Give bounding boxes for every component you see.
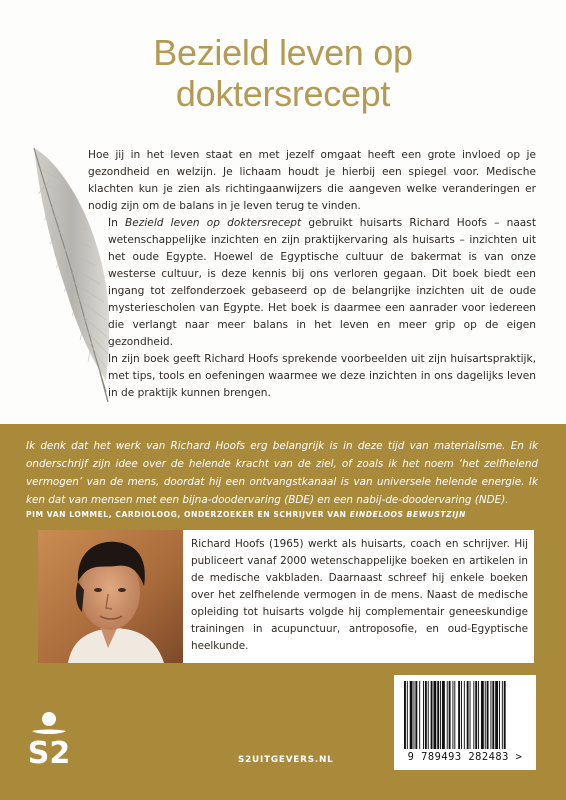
barcode-bar <box>440 681 441 749</box>
barcode-bar <box>425 681 427 749</box>
barcode-bar <box>487 681 489 749</box>
barcode-bar <box>431 681 433 749</box>
barcode-bar <box>499 681 500 749</box>
barcode-bar <box>502 681 503 749</box>
quote-attribution <box>26 510 538 519</box>
author-photo <box>38 530 183 663</box>
author-bio-box <box>38 530 534 663</box>
barcode-bar <box>433 681 436 749</box>
author-bio: Richard Hoofs (1965) werkt als huisarts, coach en schrijver. Hij publiceert vanaf 2000 wetenschappelijke boeken en artikelen in de medische vakbladen. Daarnaast schreef hij enkele boeken over het zelfhelende vermogen in de mens. Naast de medische opleiding tot huisarts volgde hij complementair geneeskundige trainingen in acupunctuur, antroposofie, en oud-Egyptische heelkunde. <box>191 538 528 652</box>
blurb-paragraph-3: In zijn boek geeft Richard Hoofs sprekende voorbeelden uit zijn huisartspraktijk, met tips, tools en oefeningen waarmee we deze inzichten in ons dagelijks leven in de praktijk kunnen brengen. <box>108 353 536 399</box>
barcode-bar <box>414 681 415 749</box>
book-title-line-2: doktersrecept <box>175 73 391 114</box>
barcode-bar <box>475 681 477 749</box>
barcode-bar <box>423 681 424 749</box>
barcode-bar <box>449 681 451 749</box>
barcode-bar <box>404 681 406 749</box>
barcode-bar <box>485 681 486 749</box>
barcode-bar <box>454 681 455 749</box>
barcode-bar <box>452 681 453 749</box>
barcode-bar <box>490 681 491 749</box>
barcode-bar <box>407 681 408 749</box>
blurb-p2-prefix: In <box>108 217 126 229</box>
blurb-paragraph-1: Hoe jij in het leven staat en met jezelf omgaat heeft een grote invloed op je gezondheid en welzijn. Je lichaam houdt je hierbij een spiegel voor. Medische klachten kun je zien als richtingaanwijzers die aangeven welke veranderingen er nodig zijn om de balans in je leven terug te vinden. <box>88 149 536 212</box>
isbn-number: 9 789493 282483 > <box>407 751 523 763</box>
endorsement-quote: Ik denk dat het werk van Richard Hoofs erg belangrijk is in deze tijd van materialisme. En ik onderschrijf zijn idee over de helende kracht van de ziel, of zoals ik het noem ‘het zelfhelend vermogen’ van de mens, doordat hij een ontvangstkanaal is van universele helende energie. Ik ken dat van mensen met een bijna-doodervaring (BDE) en een nabij-de-doodervaring (NDE). <box>26 440 538 506</box>
svg-text:S2: S2 <box>27 736 71 769</box>
barcode-bar <box>458 681 460 749</box>
barcode-bar <box>492 681 494 749</box>
book-title-line-1: Bezield leven op <box>153 32 413 73</box>
barcode-bar <box>495 681 498 749</box>
blurb-paragraph-2 <box>88 215 536 351</box>
s2-publisher-logo <box>26 711 72 769</box>
barcode-bar <box>428 681 429 749</box>
barcode-panel <box>394 675 536 770</box>
barcode-bar <box>437 681 439 749</box>
barcode-bar <box>419 681 420 749</box>
blurb-book-title: Bezield leven op doktersrecept <box>125 217 302 229</box>
barcode-bar <box>478 681 479 749</box>
barcode-bar <box>415 681 417 749</box>
barcode-bar <box>504 681 506 749</box>
barcode-bar <box>470 681 471 749</box>
attribution-book-title: EINDELOOS BEWUSTZIJN <box>349 510 466 519</box>
blurb-p2-rest: gebruikt huisarts Richard Hoofs – naast wetenschappelijke inzichten en zijn praktijkervaring als huisarts – inzichten uit het oude Egypte. Hoewel de Egyptische cultuur de bakermat is van onze westerse cultuur, is deze kennis bij ons verloren gegaan. Dit boek biedt een ingang tot zelfonderzoek gebaseerd op de belangrijke inzichten uit de oude mysteriescholen van Egypte. Het boek is daarmee een aanrader voor iedereen die verlangt naar meer balans in het leven en meer grip op de eigen gezondheid. <box>108 217 536 348</box>
barcode-bar <box>442 681 445 749</box>
barcode-bar <box>410 681 413 749</box>
book-title <box>60 32 506 114</box>
publisher-website[interactable]: S2UITGEVERS.NL <box>238 755 334 765</box>
barcode-bar <box>461 681 462 749</box>
barcode-bar <box>481 681 484 749</box>
barcode-bar <box>473 681 474 749</box>
barcode-bar <box>464 681 465 749</box>
barcode-bar <box>447 681 448 749</box>
attribution-name: PIM VAN LOMMEL, CARDIOLOOG, ONDERZOEKER EN SCHRIJVER VAN <box>26 510 350 519</box>
isbn-barcode <box>402 681 530 749</box>
barcode-bar <box>467 681 469 749</box>
back-cover-blurb <box>88 147 536 402</box>
